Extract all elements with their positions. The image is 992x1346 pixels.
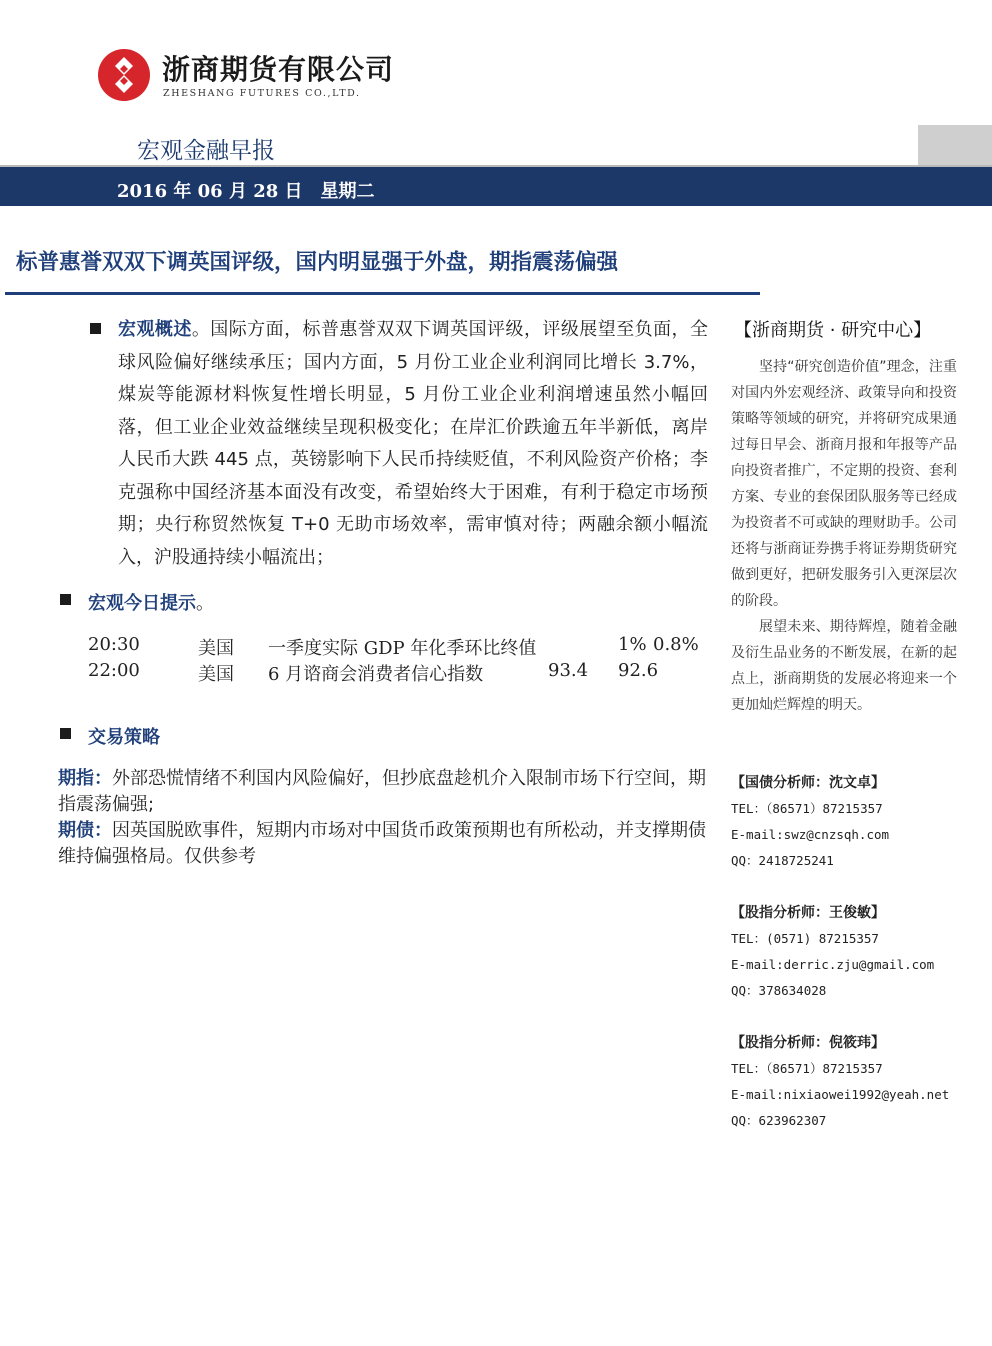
event-previous: 92.6	[618, 660, 659, 681]
analyst-email[interactable]: E-mail:derric.zju@gmail.com	[731, 957, 935, 972]
analyst-title: 【股指分析师：王俊敏】	[731, 905, 885, 921]
calendar-row	[0, 634, 720, 658]
strategy-item-index-futures: 期指：外部恐慌情绪不利国内风险偏好，但抄底盘趁机介入限制市场下行空间，期指震荡偏强;	[58, 768, 706, 815]
header-gray-block	[918, 125, 992, 165]
event-time: 22:00	[88, 660, 140, 681]
analyst-card-ni	[731, 1030, 949, 1134]
analyst-title: 【国债分析师：沈文卓】	[731, 775, 885, 791]
report-type-title: 宏观金融早报	[137, 138, 275, 164]
event-name: 一季度实际 GDP 年化季环比终值	[268, 638, 537, 659]
macro-overview-label: 宏观概述	[118, 319, 192, 340]
sidebar-intro	[731, 354, 957, 718]
event-name: 6 月谘商会消费者信心指数	[268, 664, 484, 685]
analyst-qq: QQ：378634028	[731, 983, 827, 998]
company-logo	[97, 48, 151, 102]
event-expected: 93.4	[548, 660, 589, 681]
sidebar-intro-paragraph: 展望未来、期待辉煌，随着金融及衍生品业务的不断发展，在新的起点上，浙商期货的发展必将迎来一个更加灿烂辉煌的明天。	[731, 619, 957, 713]
event-previous: 1%	[618, 634, 647, 655]
strategy-section-title: 交易策略	[88, 727, 160, 748]
logo-mark-icon	[97, 48, 151, 102]
calendar-row	[0, 660, 720, 684]
analyst-tel: TEL：(0571) 87215357	[731, 931, 879, 946]
sidebar-intro-paragraph: 坚持“研究创造价值”理念，注重对国内外宏观经济、政策导向和投资策略等领域的研究，并将研究成果通过每日早会、浙商月报和年报等产品向投资者推广，不定期的投资、套利方案、专业的套保团队服务等已经成为投资者不可或缺的理财助手。公司还将与浙商证券携手将证券期货研究做到更好，把研发服务引入更深层次的阶段。	[731, 359, 957, 609]
analyst-qq: QQ：623962307	[731, 1113, 827, 1128]
headline-divider	[5, 292, 760, 295]
today-section-title: 宏观今日提示。	[88, 593, 214, 614]
analyst-email[interactable]: E-mail:nixiaowei1992@yeah.net	[731, 1087, 950, 1102]
analyst-card-wang	[731, 900, 934, 1004]
macro-overview-paragraph	[118, 314, 708, 574]
report-date: 2016 年 06 月 28 日 星期二	[117, 181, 375, 202]
company-name-cn: 浙商期货有限公司	[162, 53, 395, 86]
event-time: 20:30	[88, 634, 140, 655]
sidebar-title: 【浙商期货 · 研究中心】	[734, 320, 932, 341]
macro-overview-text: 。国际方面，标普惠誉双双下调英国评级，评级展望至负面，全球风险偏好继续承压；国内方面，5 月份工业企业利润同比增长 3.7%，煤炭等能源材料恢复性增长明显，5 月份工业企业利润增速虽然小幅回落，但工业企业效益继续呈现积极变化；在岸汇价跌逾五年半新低，离岸人民币大跌 445 点，英镑影响下人民币持续贬值，不利风险资产价格；李克强称中国经济基本面没有改变，希望始终大于困难，有利于稳定市场预期；央行称贸然恢复 T+0 无助市场效率，需审慎对待；两融余额小幅流入，沪股通持续小幅流出；	[118, 319, 709, 568]
analyst-card-shen	[731, 770, 889, 874]
event-country: 美国	[198, 638, 234, 659]
event-country: 美国	[198, 664, 234, 685]
analyst-qq: QQ：2418725241	[731, 853, 834, 868]
analyst-tel: TEL：（86571）87215357	[731, 801, 883, 816]
strategy-item-bond-futures: 期债：因英国脱欧事件，短期内市场对中国货币政策预期也有所松动，并支撑期债维持偏强格局。仅供参考	[58, 820, 706, 867]
company-name-en: ZHESHANG FUTURES CO.,LTD.	[163, 88, 361, 99]
analyst-tel: TEL：（86571）87215357	[731, 1061, 883, 1076]
headline: 标普惠誉双双下调英国评级，国内明显强于外盘，期指震荡偏强	[16, 250, 619, 275]
bullet-square-icon	[60, 728, 71, 739]
analyst-title: 【股指分析师：倪筱玮】	[731, 1035, 885, 1051]
event-actual: 0.8%	[653, 634, 699, 655]
bullet-square-icon	[60, 594, 71, 605]
analyst-email[interactable]: E-mail:swz@cnzsqh.com	[731, 827, 890, 842]
strategy-paragraph	[58, 766, 708, 870]
bullet-square-icon	[90, 323, 101, 334]
